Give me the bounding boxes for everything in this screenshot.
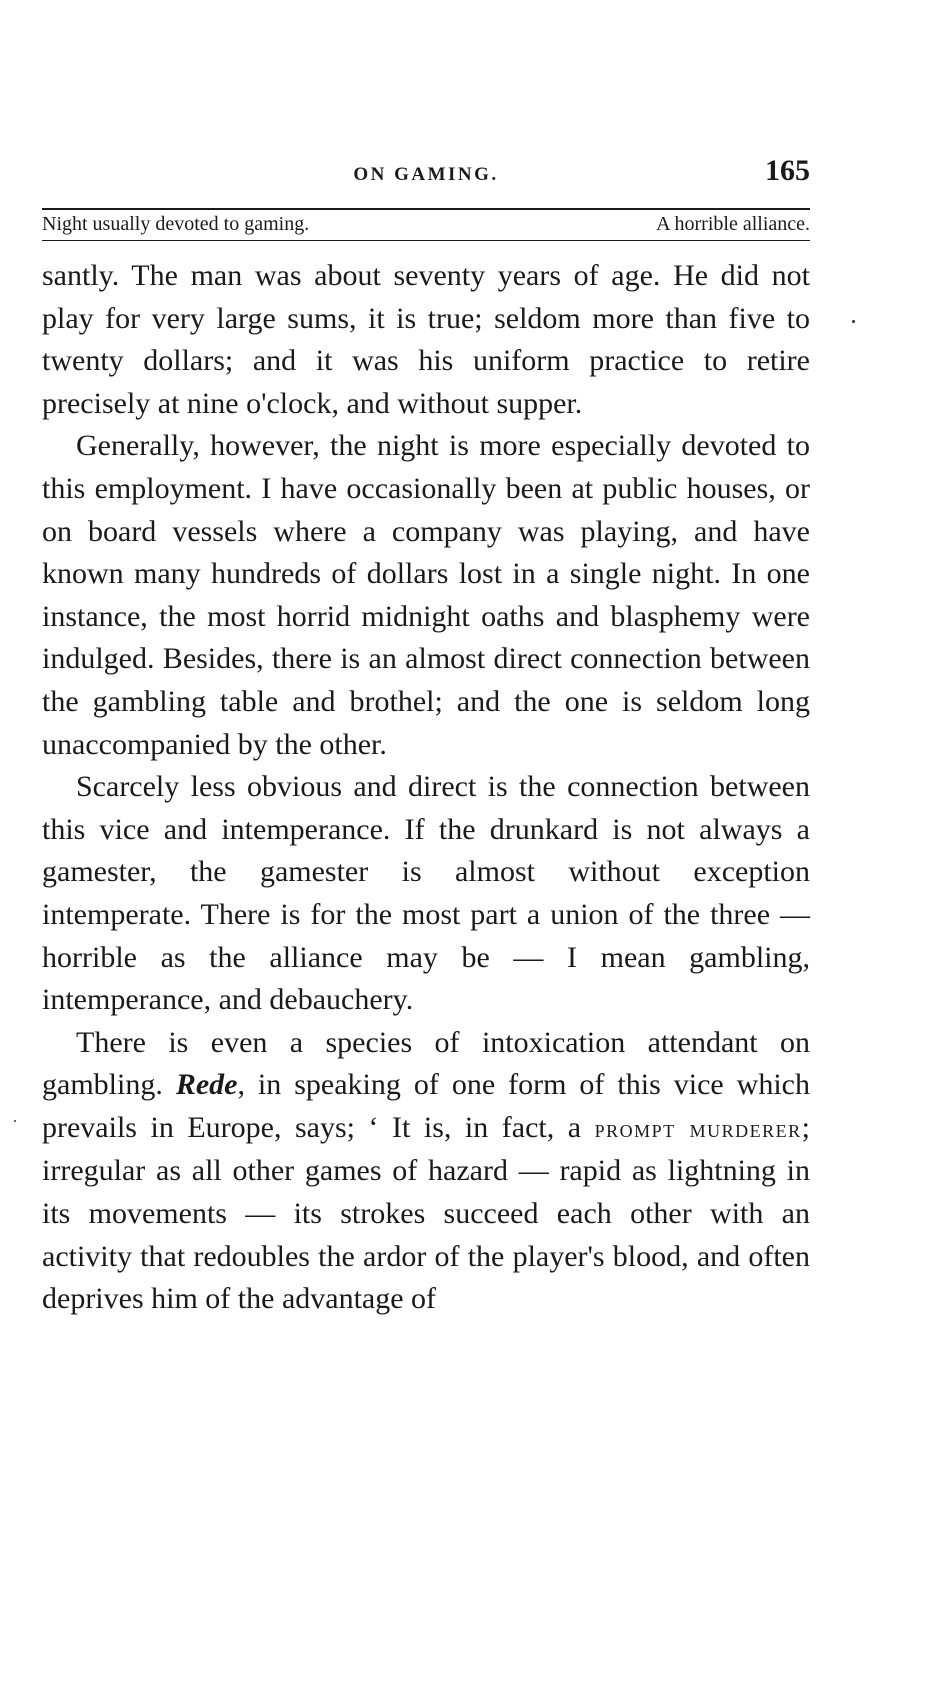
running-title: ON GAMING. xyxy=(353,164,499,185)
running-head xyxy=(42,150,810,200)
marginal-subheading-bar xyxy=(42,208,810,241)
emphasized-phrase: prompt murderer xyxy=(594,1113,802,1143)
paragraph-text: , in speaking of one form of this vice which prevails in Europe, says; ‘ It is, in fact, a xyxy=(42,1068,810,1144)
subheading-left: Night usually devoted to gaming. xyxy=(42,213,310,235)
paragraph xyxy=(42,1022,810,1321)
page-number: 165 xyxy=(765,154,810,187)
cited-author: Rede xyxy=(175,1068,238,1102)
print-speck xyxy=(852,320,855,323)
paragraph-text: ; irregular as all other games of hazard — rapid as lightning in its movements — its strokes succeed each other with an activity that redoubles the ardor of the player's blood, and often deprives him of the advantage of xyxy=(42,1110,810,1316)
paragraph-continued: santly. The man was about seventy years of age. He did not play for very large sums, it is true; seldom more than five to twenty dollars; and it was his uniform practice to retire precisely at nine o'clock, and without supper. xyxy=(42,259,810,420)
print-speck xyxy=(14,1120,16,1122)
paragraph-text: There is even a species of intoxication attendant on gambling. xyxy=(42,1025,810,1102)
paragraph: Scarcely less obvious and direct is the connection between this vice and intemperance. If the drunkard is not always a gamester, the gamester is almost without exception intemperate. There is for the most part a union of the three — horrible as the alliance may be — I mean gambling, intemperance, and debauchery. xyxy=(42,770,810,1017)
subheading-right: A horrible alliance. xyxy=(656,213,810,235)
body-text xyxy=(42,255,810,1321)
paragraph: Generally, however, the night is more especially devoted to this employment. I have occasionally been at public houses, or on board vessels where a company was playing, and have known many hundreds of dollars lost in a single night. In one instance, the most horrid midnight oaths and blasphemy were indulged. Besides, there is an almost direct connection between the gambling table and brothel; and the one is seldom long unaccompanied by the other. xyxy=(42,429,810,761)
